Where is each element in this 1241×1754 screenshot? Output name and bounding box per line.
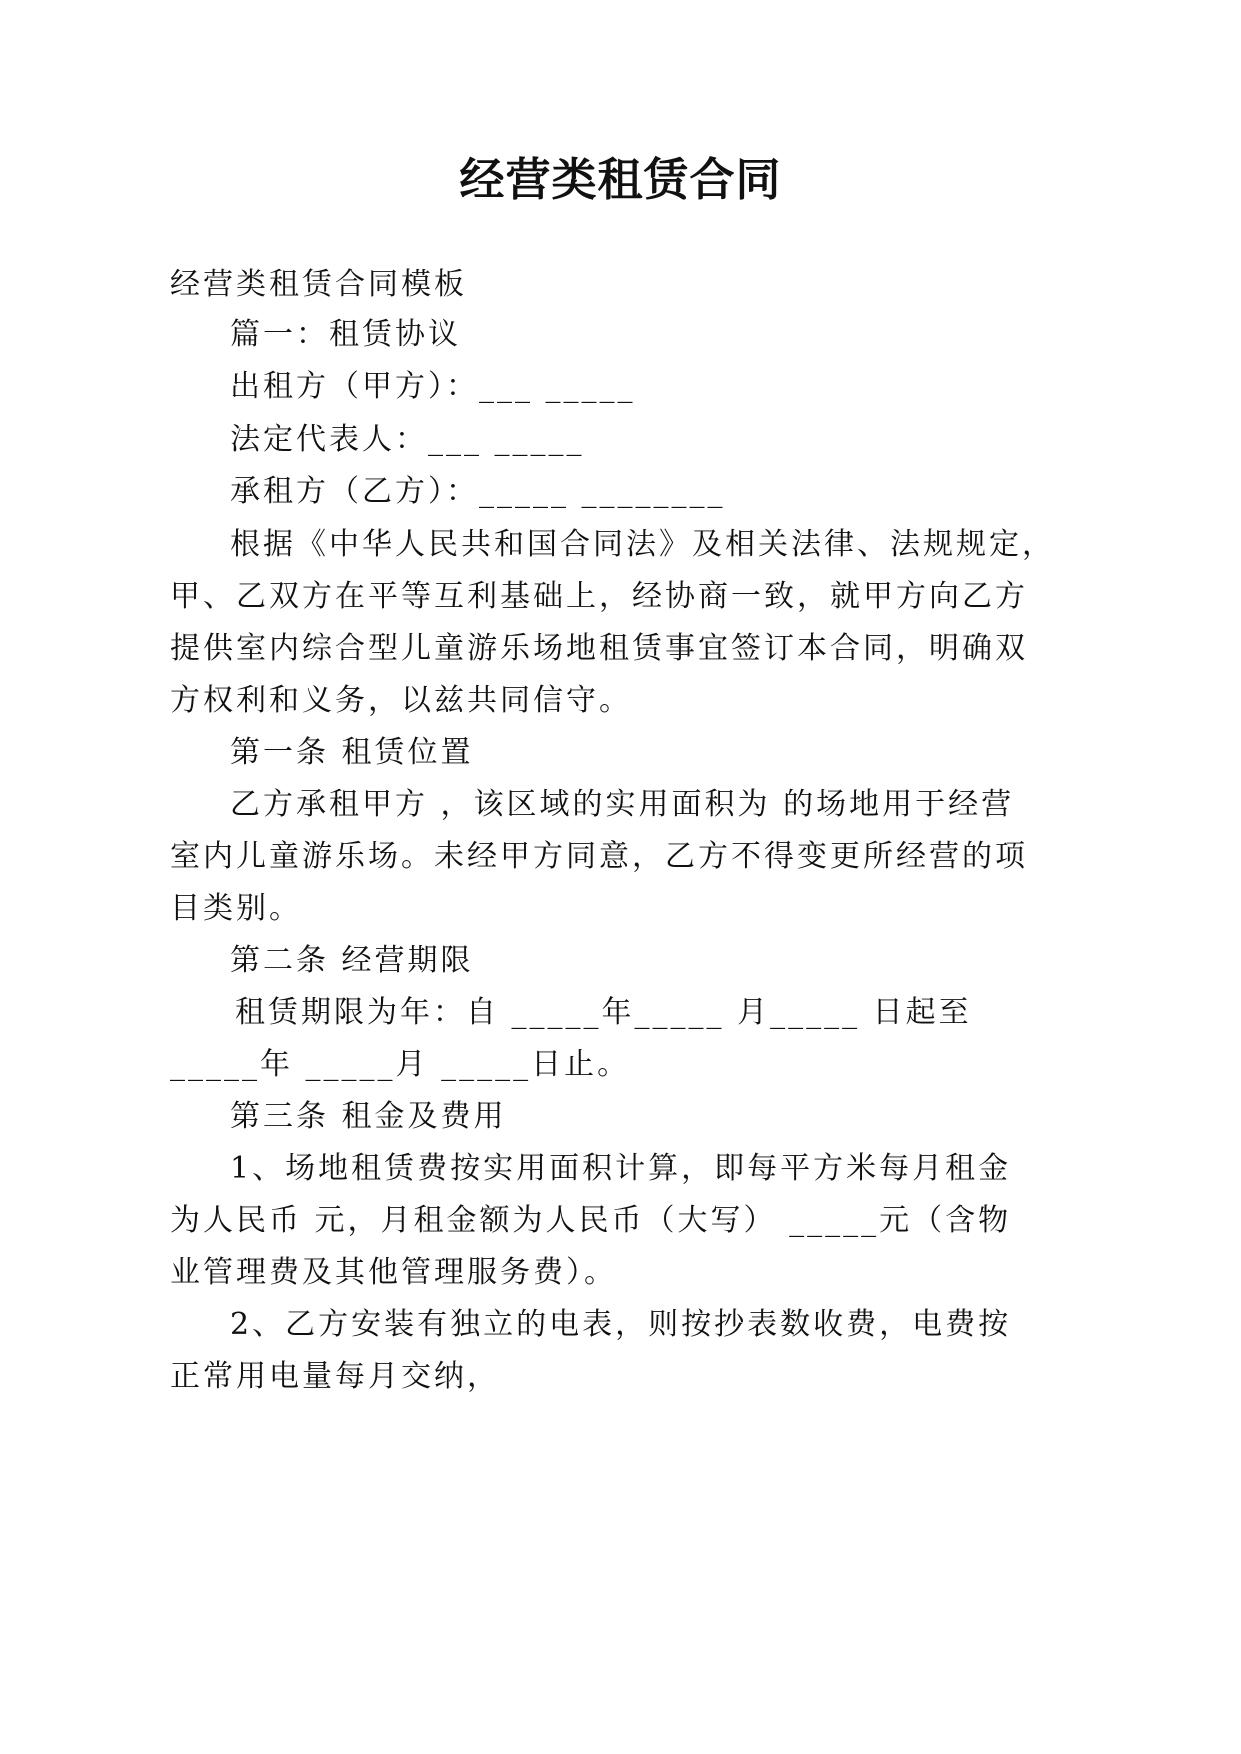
article3-line-2: 为人民币 元，月租金额为人民币（大写） _____元（含物 <box>170 1203 1012 1238</box>
article2-line-2: _____年 _____月 _____日止。 <box>170 1047 631 1082</box>
document-subtitle: 经营类租赁合同模板 <box>170 267 467 302</box>
article2-heading: 第二条 经营期限 <box>230 943 474 978</box>
article1-line-3: 目类别。 <box>170 891 302 926</box>
article3-line-5: 正常用电量每月交纳， <box>170 1359 500 1394</box>
legal-rep-label: 法定代表人： <box>230 422 428 457</box>
article2-line-1: 租赁期限为年：自 _____年_____ 月_____ 日起至 <box>235 995 972 1030</box>
lessee-blank: _____ ________ <box>479 474 726 509</box>
legal-rep-line <box>230 420 585 460</box>
preamble-line-1: 根据《中华人民共和国合同法》及相关法律、法规规定， <box>230 527 1055 562</box>
lessor-line <box>230 367 636 407</box>
article3-line-4: 2、乙方安装有独立的电表，则按抄表数收费，电费按 <box>230 1307 1012 1342</box>
preamble-line-2: 甲、乙双方在平等互利基础上，经协商一致，就甲方向乙方 <box>170 579 1028 614</box>
lessee-line <box>230 472 726 512</box>
lessor-blank: ___ _____ <box>479 369 636 404</box>
legal-rep-blank: ___ _____ <box>428 422 585 457</box>
lessor-label: 出租方（甲方）： <box>230 369 479 404</box>
article3-line-1: 1、场地租赁费按实用面积计算，即每平方米每月租金 <box>230 1151 1012 1186</box>
article1-line-2: 室内儿童游乐场。未经甲方同意，乙方不得变更所经营的项 <box>170 839 1028 874</box>
part-one-heading: 篇一：租赁协议 <box>230 317 461 352</box>
article3-heading: 第三条 租金及费用 <box>230 1099 507 1134</box>
preamble-line-4: 方权利和义务，以兹共同信守。 <box>170 683 632 718</box>
article3-line-3: 业管理费及其他管理服务费）。 <box>170 1255 617 1290</box>
article1-heading: 第一条 租赁位置 <box>230 735 474 770</box>
preamble-line-3: 提供室内综合型儿童游乐场地租赁事宜签订本合同，明确双 <box>170 631 1028 666</box>
lessee-label: 承租方（乙方）： <box>230 474 479 509</box>
article1-line-1: 乙方承租甲方 ，该区域的实用面积为 的场地用于经营 <box>230 787 1015 822</box>
document-title: 经营类租赁合同 <box>459 153 782 206</box>
